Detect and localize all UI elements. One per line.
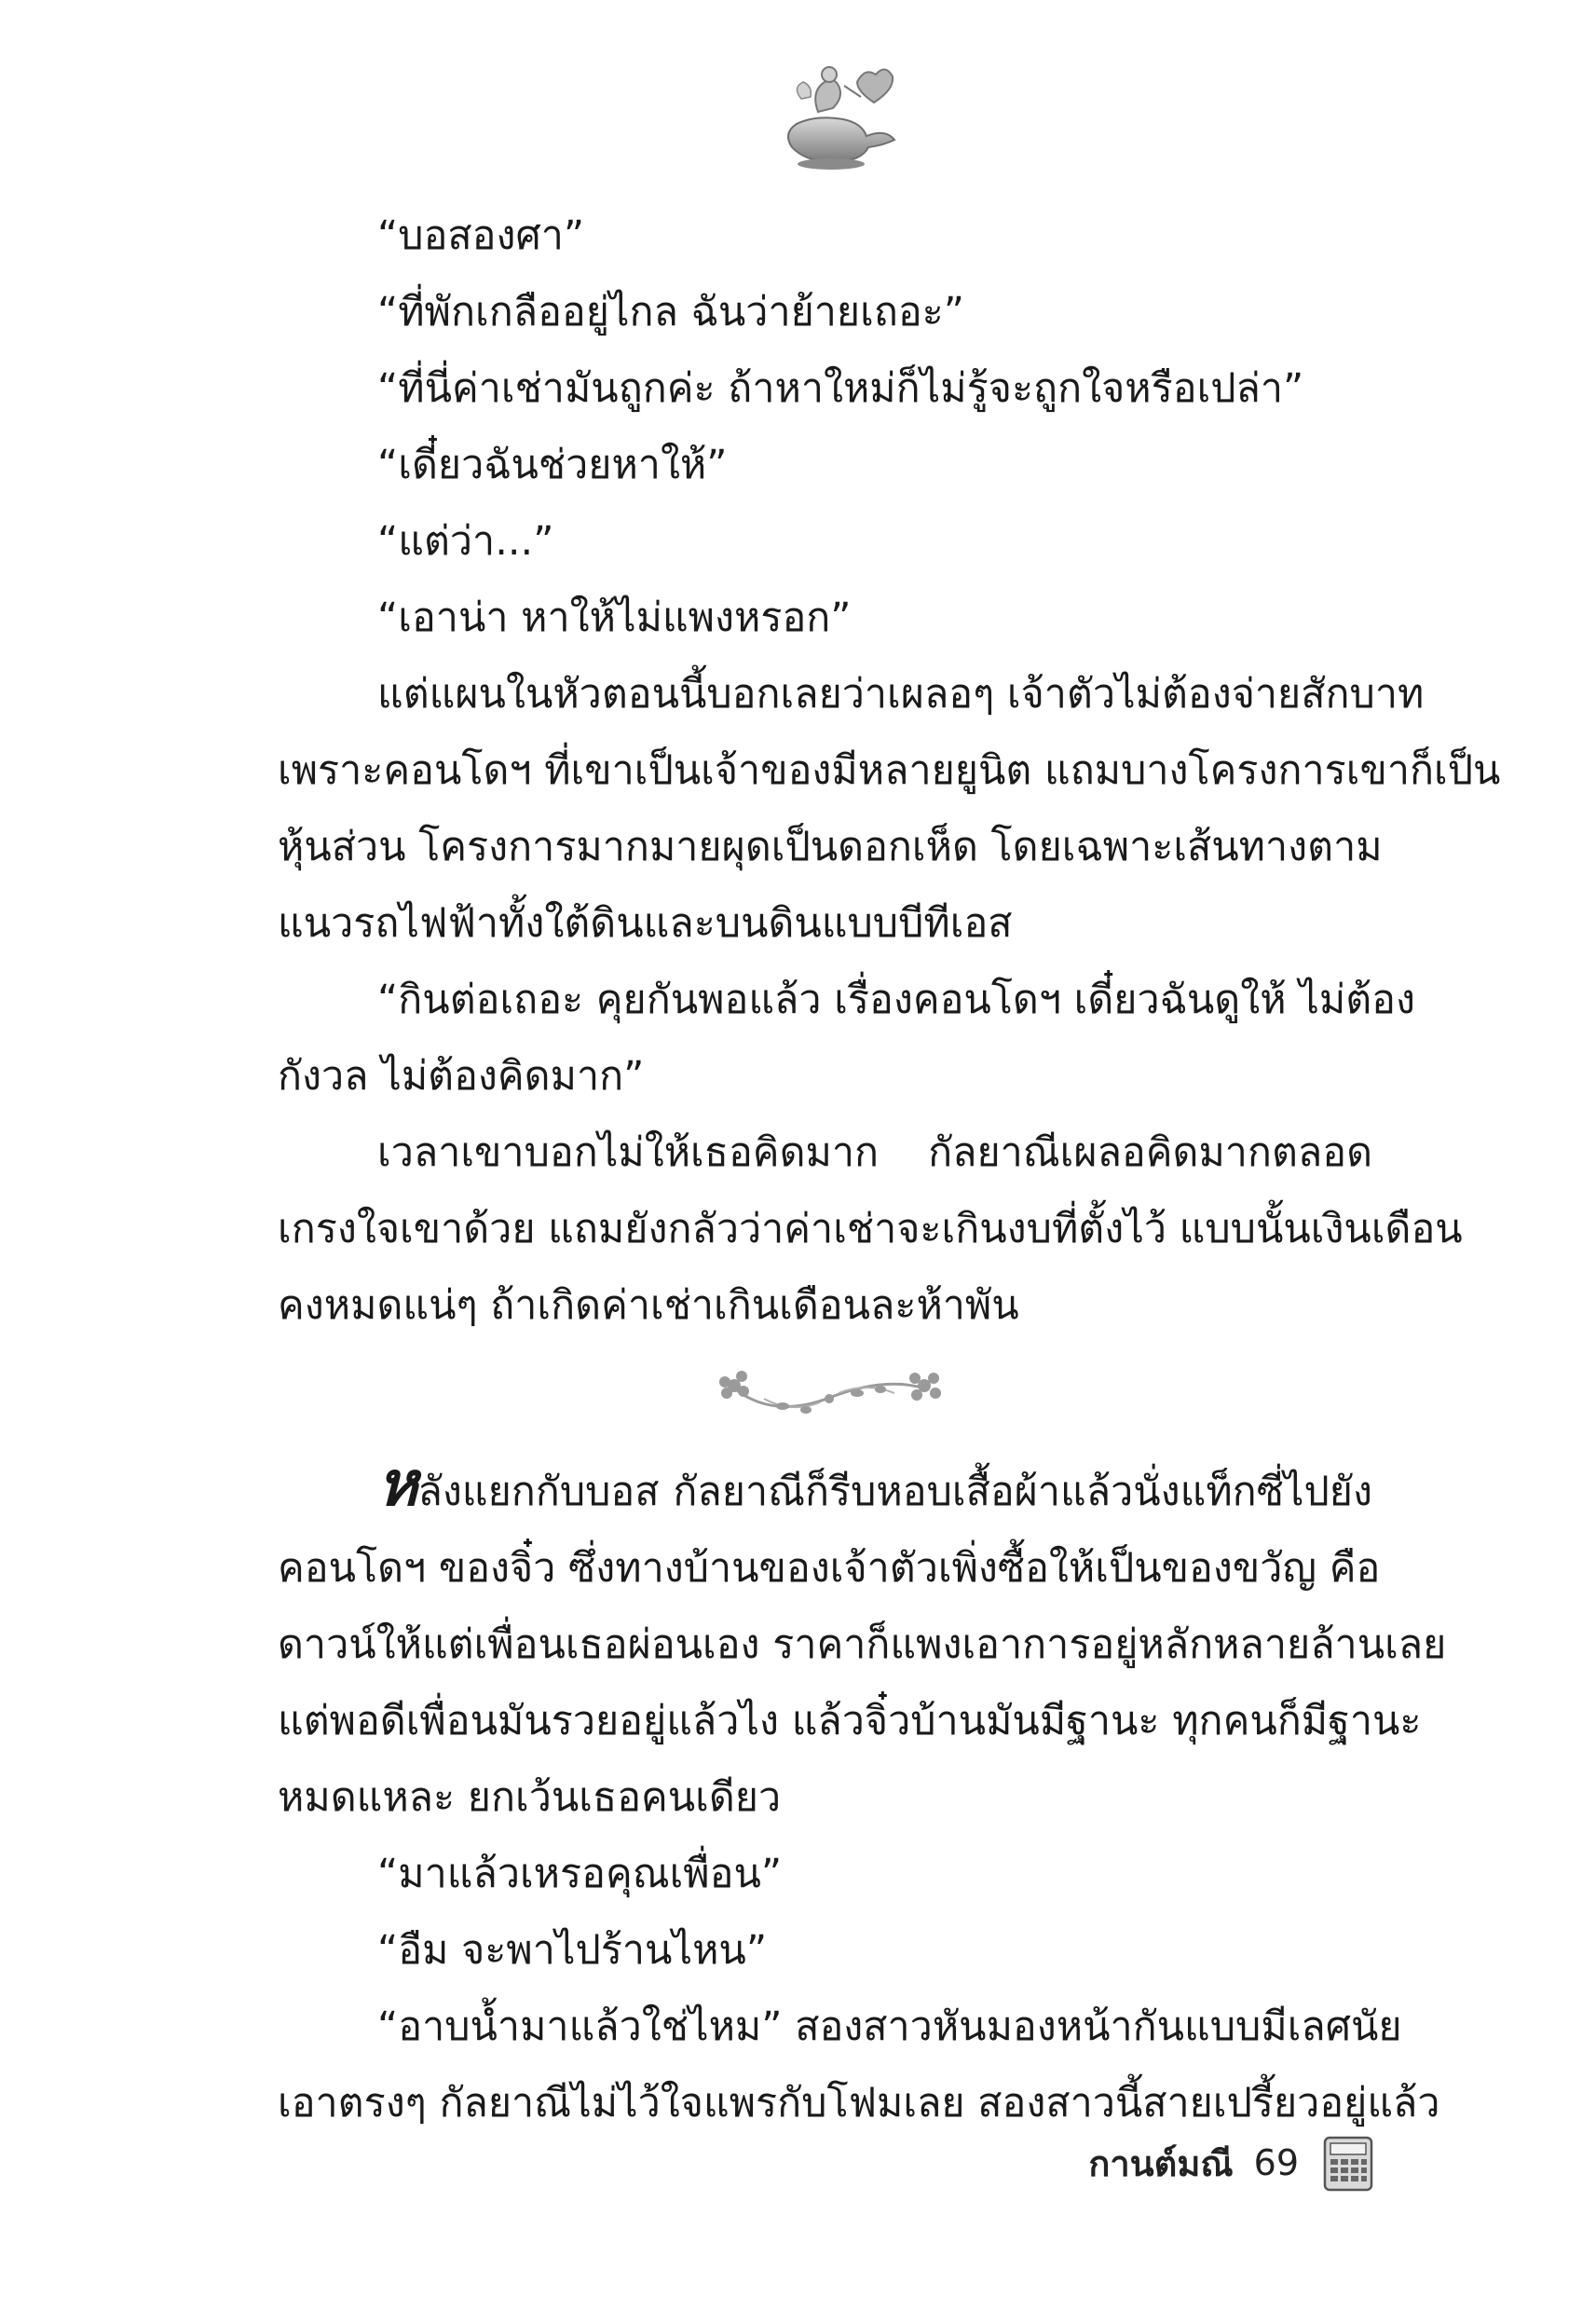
text-line: “เดี๋ยวฉันช่วยหาให้” — [377, 442, 728, 488]
text-line: หมดแหละ ยกเว้นเธอคนเดียว — [278, 1774, 782, 1821]
text-line-rest: ลังแยกกับบอส กัลยาณีก็รีบหอบเสื้อผ้าแล้วนั่งแท็กซี่ไปยัง — [417, 1469, 1372, 1515]
teapot-cupid-ornament-icon — [764, 54, 904, 175]
page-number: 69 — [1253, 2142, 1299, 2183]
text-line: แต่แผนในหัวตอนนี้บอกเลยว่าเผลอๆ เจ้าตัวไม่ต้องจ่ายสักบาท — [377, 671, 1425, 718]
text-line: “อืม จะพาไปร้านไหน” — [377, 1927, 768, 1974]
book-title: กานต์มณี — [1088, 2142, 1234, 2184]
drop-cap: ห — [377, 1447, 418, 1520]
text-line: เกรงใจเขาด้วย แถมยังกลัวว่าค่าเช่าจะเกินงบที่ตั้งไว้ แบบนั้นเงินเดือน — [278, 1206, 1463, 1252]
text-line: “ที่นี่ค่าเช่ามันถูกค่ะ ถ้าหาใหม่ก็ไม่รู้จะถูกใจหรือเปล่า” — [377, 365, 1304, 412]
text-line: “บอสองศา” — [377, 212, 585, 259]
text-line: คอนโดฯ ของจิ๋ว ซึ่งทางบ้านของเจ้าตัวเพิ่งซื้อให้เป็นของขวัญ คือ — [278, 1545, 1381, 1592]
text-line: แต่พอดีเพื่อนมันรวยอยู่แล้วไง แล้วจิ๋วบ้านมันมีฐานะ ทุกคนก็มีฐานะ — [278, 1698, 1422, 1744]
text-line: “ที่พักเกลืออยู่ไกล ฉันว่าย้ายเถอะ” — [377, 289, 965, 335]
text-line: หุ้นส่วน โครงการมากมายผุดเป็นดอกเห็ด โดยเฉพาะเส้นทางตาม — [278, 824, 1383, 870]
text-line: คงหมดแน่ๆ ถ้าเกิดค่าเช่าเกินเดือนละห้าพัน — [278, 1282, 1019, 1329]
floral-divider-icon — [708, 1356, 950, 1421]
text-line: เวลาเขาบอกไม่ให้เธอคิดมาก กัลยาณีเผลอคิดมากตลอด — [377, 1129, 1372, 1176]
text-line: เพราะคอนโดฯ ที่เขาเป็นเจ้าของมีหลายยูนิต แถมบางโครงการเขาก็เป็น — [278, 747, 1501, 794]
text-line: “เอาน่า หาให้ไม่แพงหรอก” — [377, 595, 852, 641]
text-line: ดาวน์ให้แต่เพื่อนเธอผ่อนเอง ราคาก็แพงเอาการอยู่หลักหลายล้านเลย — [278, 1621, 1447, 1668]
calculator-icon — [1319, 2134, 1377, 2192]
text-line: กังวล ไม่ต้องคิดมาก” — [278, 1053, 645, 1100]
text-line: “แต่ว่า...” — [377, 518, 554, 565]
text-line — [377, 1447, 1372, 1530]
text-line: “มาแล้วเหรอคุณเพื่อน” — [377, 1851, 783, 1897]
page-footer — [1088, 2134, 1377, 2192]
text-line: เอาตรงๆ กัลยาณีไม่ไว้ใจแพรกับโฟมเลย สองสาวนี้สายเปรี้ยวอยู่แล้ว — [278, 2080, 1440, 2126]
text-line: “อาบน้ำมาแล้วใช่ไหม” สองสาวหันมองหน้ากันแบบมีเลศนัย — [377, 2003, 1402, 2050]
text-line: “กินต่อเถอะ คุยกันพอแล้ว เรื่องคอนโดฯ เดี๋ยวฉันดูให้ ไม่ต้อง — [377, 977, 1415, 1023]
text-line: แนวรถไฟฟ้าทั้งใต้ดินและบนดินแบบบีทีเอส — [278, 900, 1013, 947]
